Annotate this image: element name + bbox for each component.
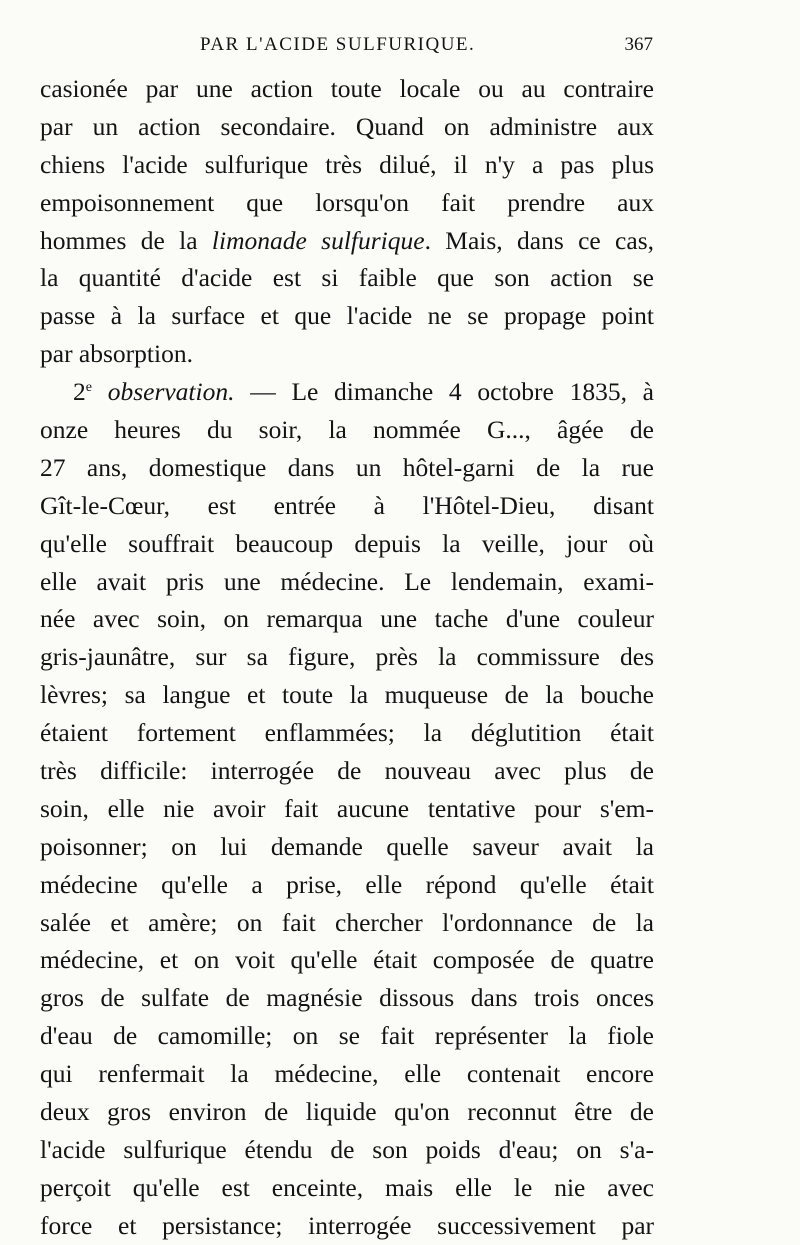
- text-line: étaient fortement enflammées; la déglutition était: [40, 718, 654, 748]
- text-line: très difficile: interrogée de nouveau avec plus de: [40, 756, 654, 786]
- text-span: — Le dimanche 4 octobre 1835, à: [234, 377, 654, 407]
- text-span: . Mais, dans ce cas,: [424, 225, 654, 255]
- text-line: casionée par une action toute locale ou au contraire: [40, 74, 654, 103]
- text-line: force et persistance; interrogée successivement par: [40, 1210, 654, 1240]
- text-line: qu'elle souffrait beaucoup depuis la veille, jour où: [40, 528, 654, 558]
- text-line: médecine qu'elle a prise, elle répond qu'elle était: [40, 869, 654, 899]
- text-line: médecine, et on voit qu'elle était composée de quatre: [40, 945, 654, 975]
- observation-label: observation.: [107, 377, 235, 407]
- text-line: passe à la surface et que l'acide ne se propage point: [40, 301, 654, 331]
- page-number: 367: [624, 34, 653, 55]
- body-text: [40, 70, 654, 1245]
- text-line: la quantité d'acide est si faible que son action se: [40, 263, 654, 293]
- text-line: née avec soin, on remarqua une tache d'une couleur: [40, 604, 654, 634]
- ordinal-superscript: e: [85, 380, 92, 396]
- observation-number: 2: [73, 377, 86, 407]
- text-line: salée et amère; on fait chercher l'ordonnance de la: [40, 907, 654, 937]
- text-line: qui renfermait la médecine, elle contenait encore: [40, 1059, 654, 1089]
- text-line: deux gros environ de liquide qu'on reconnut être de: [40, 1097, 654, 1127]
- observation-heading-line: [40, 373, 654, 411]
- text-line: perçoit qu'elle est enceinte, mais elle le nie avec: [40, 1172, 654, 1202]
- text-line: chiens l'acide sulfurique très dilué, il n'y a pas plus: [40, 149, 654, 179]
- italic-term: limonade sulfurique: [211, 225, 425, 255]
- text-line: 27 ans, domestique dans un hôtel-garni de la rue: [40, 452, 654, 482]
- text-line: d'eau de camomille; on se fait représenter la fiole: [40, 1021, 654, 1051]
- text-line: lèvres; sa langue et toute la muqueuse de la bouche: [40, 680, 654, 710]
- text-line: poisonner; on lui demande quelle saveur avait la: [40, 831, 654, 861]
- text-span: hommes de la: [40, 225, 212, 255]
- text-line: par un action secondaire. Quand on administre aux: [40, 111, 654, 141]
- text-line: onze heures du soir, la nommée G..., âgée de: [40, 415, 654, 445]
- text-line: Gît-le-Cœur, est entrée à l'Hôtel-Dieu, disant: [40, 490, 654, 520]
- text-line: gros de sulfate de magnésie dissous dans trois onces: [40, 983, 654, 1013]
- text-line: gris-jaunâtre, sur sa figure, près la commissure des: [40, 642, 654, 672]
- running-head: PAR L'ACIDE SULFURIQUE.: [200, 34, 476, 55]
- text-line: empoisonnement que lorsqu'on fait prendre aux: [40, 187, 654, 217]
- text-line: l'acide sulfurique étendu de son poids d'eau; on s'a-: [40, 1134, 654, 1164]
- text-line: soin, elle nie avoir fait aucune tentative pour s'em-: [40, 793, 654, 823]
- text-line: par absorption.: [40, 339, 193, 369]
- text-line: elle avait pris une médecine. Le lendemain, exami-: [40, 566, 654, 596]
- text-line: [40, 222, 654, 260]
